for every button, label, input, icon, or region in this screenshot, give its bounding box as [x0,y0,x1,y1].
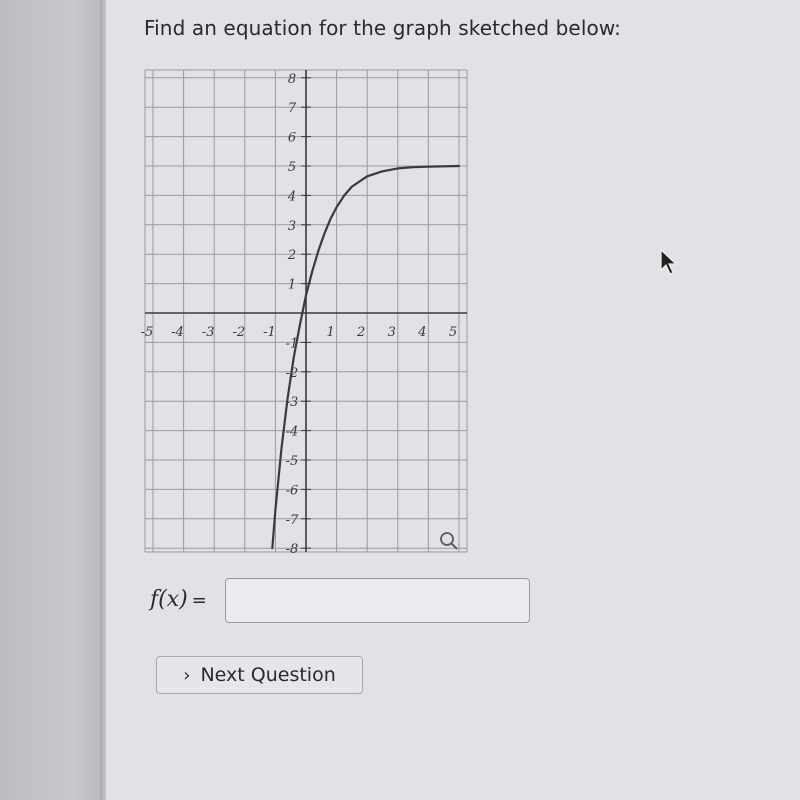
x-tick-label: -1 [263,325,276,340]
y-tick-label: 3 [287,218,297,234]
function-notation: f(x) [150,587,188,612]
y-tick-label: -6 [285,483,299,499]
x-tick-label: 2 [357,325,366,340]
y-tick-label: 1 [287,277,297,293]
y-tick-label: -4 [285,424,299,440]
y-tick-label: -8 [285,542,299,558]
chevron-right-icon: › [183,664,191,686]
answer-label [150,587,207,612]
x-tick-label: 4 [418,325,427,340]
y-tick-label: 7 [287,101,297,117]
x-tick-label: 3 [387,325,396,340]
y-tick-label: 2 [287,248,297,264]
y-tick-label: 8 [287,71,297,87]
x-tick-label: -4 [171,325,184,340]
equation-input[interactable] [225,578,530,623]
graph-curve-layer [272,166,459,548]
x-tick-label: -3 [201,325,215,340]
next-question-button[interactable] [156,656,363,694]
x-tick-label: 5 [448,325,458,340]
y-tick-label: -3 [285,395,299,411]
y-tick-label: -2 [285,365,299,381]
function-curve [272,166,459,548]
equals-sign: = [191,590,207,611]
x-tick-label: -5 [140,325,154,340]
y-tick-label: 4 [287,189,297,205]
magnifier-icon[interactable] [441,533,457,549]
graph-tick-labels [141,72,457,557]
x-tick-label: 1 [326,325,335,340]
y-tick-label: 5 [287,160,297,175]
next-question-label: Next Question [200,664,336,686]
mouse-cursor-icon [658,248,682,278]
graph-axes [145,70,467,552]
y-tick-label: -1 [285,336,299,352]
y-tick-label: 6 [287,130,297,146]
x-tick-label: -2 [232,325,246,340]
question-prompt: Find an equation for the graph sketched below: [144,16,622,40]
y-tick-label: -5 [285,454,299,469]
y-tick-label: -7 [285,512,299,528]
